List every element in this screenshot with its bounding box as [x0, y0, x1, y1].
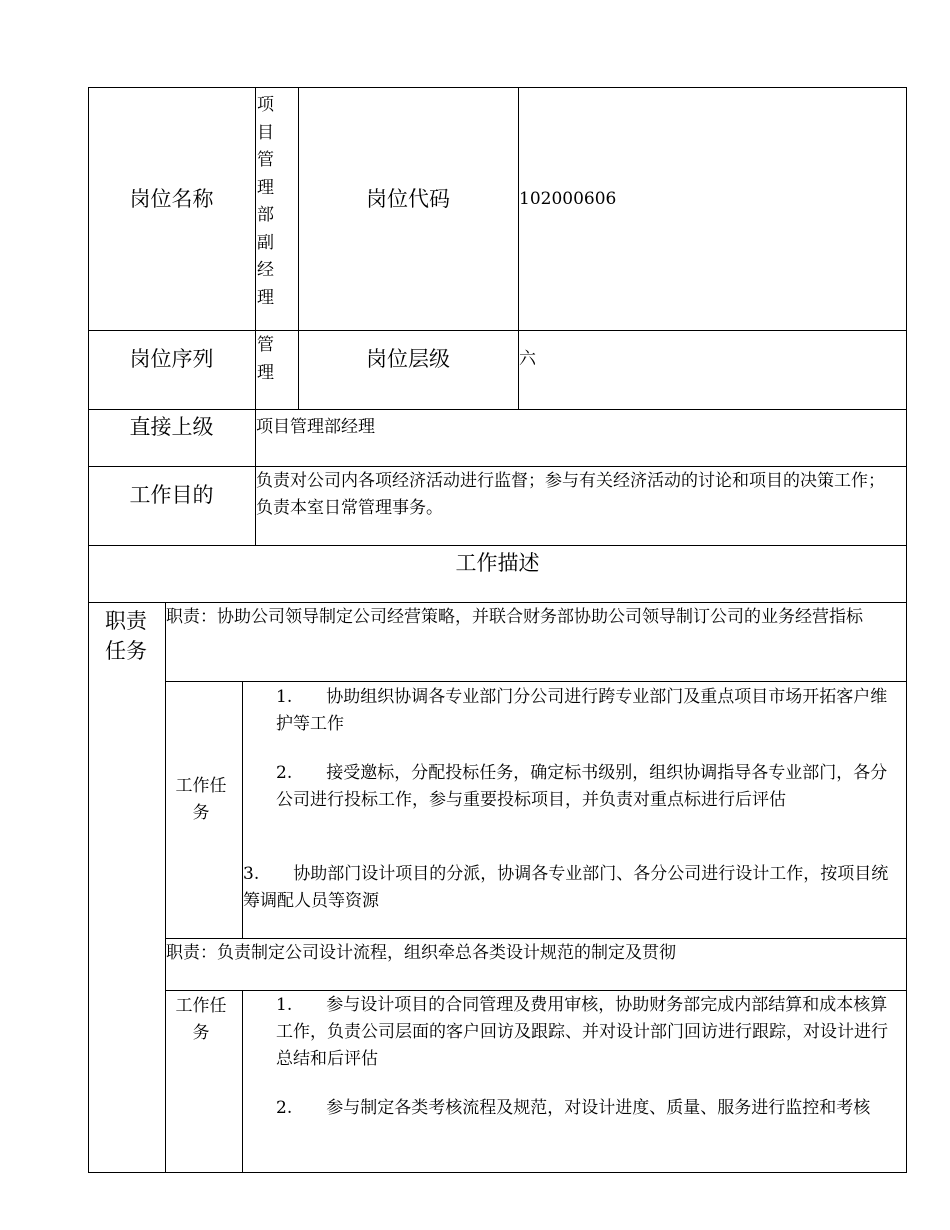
col-divider	[242, 990, 243, 1173]
description-title: 工作描述	[455, 551, 540, 575]
level-label: 岗位层级	[366, 347, 450, 371]
row-divider	[165, 681, 907, 682]
level-value: 六	[519, 349, 536, 369]
position-name-value: 项目管理部副经理	[257, 95, 274, 308]
sequence-value: 管理	[257, 335, 274, 383]
purpose-value: 负责对公司内各项经济活动进行监督；参与有关经济活动的讨论和项目的决策工作；负责本室日常管理事务。	[256, 471, 885, 518]
row-divider	[88, 330, 907, 331]
duty-text: 职责：负责制定公司设计流程，组织牵总各类设计规范的制定及贯彻	[166, 943, 676, 963]
task-item: 1. 协助组织协调各专业部门分公司进行跨专业部门及重点项目市场开拓客户维护等工作	[276, 687, 888, 734]
row-divider	[165, 990, 907, 991]
task-item: 2. 参与制定各类考核流程及规范，对设计进度、质量、服务进行监控和考核	[276, 1098, 871, 1118]
row-divider	[88, 466, 907, 467]
duty-text: 职责：协助公司领导制定公司经营策略，并联合财务部协助公司领导制订公司的业务经营指标	[166, 607, 863, 627]
row-divider	[88, 545, 907, 546]
position-code-label: 岗位代码	[366, 187, 450, 211]
task-label: 工作任务	[175, 996, 227, 1043]
position-name-label: 岗位名称	[129, 187, 214, 211]
col-divider	[165, 602, 166, 1173]
superior-value: 项目管理部经理	[256, 417, 375, 437]
row-divider	[88, 602, 907, 603]
task-item: 3. 协助部门设计项目的分派，协调各专业部门、各分公司进行设计工作，按项目统筹调配人员等资源	[243, 864, 889, 911]
superior-label: 直接上级	[129, 415, 214, 439]
duties-side-label: 职责任务	[105, 609, 147, 663]
task-item: 2. 接受邀标，分配投标任务，确定标书级别，组织协调指导各专业部门，各分公司进行投标工作，参与重要投标项目，并负责对重点标进行后评估	[276, 763, 888, 810]
task-item: 1. 参与设计项目的合同管理及费用审核，协助财务部完成内部结算和成本核算工作，负责公司层面的客户回访及跟踪、并对设计部门回访进行跟踪，对设计进行总结和后评估	[276, 995, 888, 1069]
position-code-value: 102000606	[519, 189, 617, 209]
task-label: 工作任务	[175, 776, 227, 823]
row-divider	[88, 409, 907, 410]
purpose-label: 工作目的	[129, 483, 214, 507]
row-divider	[165, 938, 907, 939]
sequence-label: 岗位序列	[129, 347, 214, 371]
